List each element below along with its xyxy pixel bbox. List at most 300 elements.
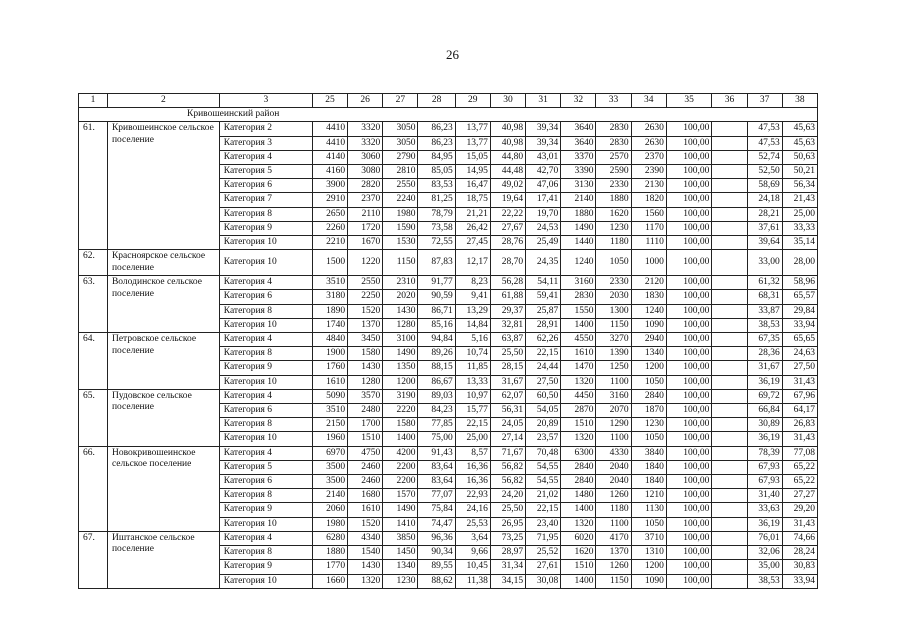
value-cell: 89,03 [418,389,455,403]
value-cell: 49,02 [490,179,525,193]
value-cell: 36,19 [747,375,782,389]
value-cell: 56,82 [490,475,525,489]
value-cell: 70,48 [526,446,561,460]
value-cell: 3,64 [455,531,490,545]
value-cell: 1150 [383,250,418,276]
value-cell: 3370 [561,150,596,164]
value-cell: 100,00 [666,221,712,235]
column-number: 38 [782,94,817,108]
column-number: 35 [666,94,712,108]
value-cell: 26,95 [490,517,525,531]
value-cell: 3050 [383,122,418,136]
value-cell [712,347,747,361]
value-cell: 1090 [631,574,666,588]
value-cell: 2840 [561,460,596,474]
value-cell: 1430 [348,560,383,574]
settlement-number: 62. [79,250,108,276]
value-cell: 1500 [312,250,347,276]
value-cell: 1240 [561,250,596,276]
value-cell: 1590 [383,221,418,235]
header-row [79,94,818,108]
column-number: 32 [561,94,596,108]
value-cell: 50,63 [782,150,817,164]
value-cell: 69,72 [747,389,782,403]
value-cell [712,290,747,304]
value-cell: 63,87 [490,333,525,347]
value-cell: 38,53 [747,318,782,332]
value-cell: 3320 [348,136,383,150]
value-cell [712,475,747,489]
value-cell: 33,87 [747,304,782,318]
value-cell: 1980 [383,207,418,221]
value-cell: 20,89 [526,418,561,432]
value-cell: 78,79 [418,207,455,221]
value-cell: 28,36 [747,347,782,361]
column-number: 1 [79,94,108,108]
value-cell: 1340 [383,560,418,574]
value-cell: 24,16 [455,503,490,517]
value-cell: 27,14 [490,432,525,446]
value-cell: 9,66 [455,546,490,560]
value-cell: 2060 [312,503,347,517]
category-cell: Категория 4 [219,389,312,403]
value-cell [712,531,747,545]
value-cell: 100,00 [666,165,712,179]
value-cell: 3130 [561,179,596,193]
value-cell: 4340 [348,531,383,545]
value-cell [712,517,747,531]
value-cell: 23,40 [526,517,561,531]
value-cell: 1740 [312,318,347,332]
value-cell: 2110 [348,207,383,221]
category-cell: Категория 8 [219,347,312,361]
value-cell: 100,00 [666,489,712,503]
value-cell: 86,23 [418,136,455,150]
settlement-name: Новокривошеинское сельское поселение [107,446,219,531]
settlement-name: Володинское сельское поселение [107,276,219,333]
category-cell: Категория 8 [219,304,312,318]
column-number: 37 [747,94,782,108]
value-cell [712,333,747,347]
value-cell: 28,21 [747,207,782,221]
value-cell: 33,94 [782,574,817,588]
category-cell: Категория 9 [219,560,312,574]
value-cell: 37,61 [747,221,782,235]
value-cell: 3270 [596,333,631,347]
value-cell: 1400 [561,574,596,588]
value-cell: 58,69 [747,179,782,193]
value-cell: 1210 [631,489,666,503]
value-cell: 1680 [348,489,383,503]
value-cell: 1890 [312,304,347,318]
value-cell: 100,00 [666,475,712,489]
value-cell: 47,06 [526,179,561,193]
value-cell: 1520 [348,517,383,531]
value-cell: 3190 [383,389,418,403]
value-cell: 25,52 [526,546,561,560]
value-cell: 72,55 [418,236,455,250]
value-cell: 4200 [383,446,418,460]
value-cell: 6300 [561,446,596,460]
value-cell: 2630 [631,136,666,150]
value-cell: 56,31 [490,404,525,418]
value-cell: 14,84 [455,318,490,332]
settlement-number: 65. [79,389,108,446]
value-cell: 35,14 [782,236,817,250]
value-cell: 3710 [631,531,666,545]
category-cell: Категория 9 [219,361,312,375]
value-cell: 24,18 [747,193,782,207]
value-cell: 56,82 [490,460,525,474]
value-cell [712,546,747,560]
value-cell: 100,00 [666,122,712,136]
value-cell: 1170 [631,221,666,235]
value-cell: 1320 [561,517,596,531]
value-cell: 24,53 [526,221,561,235]
value-cell: 1320 [561,375,596,389]
value-cell: 27,45 [455,236,490,250]
value-cell: 2260 [312,221,347,235]
value-cell: 1880 [596,193,631,207]
value-cell: 43,01 [526,150,561,164]
value-cell: 2550 [383,179,418,193]
value-cell: 2040 [596,475,631,489]
value-cell: 25,00 [455,432,490,446]
table-row [79,531,818,545]
value-cell: 2830 [561,290,596,304]
value-cell: 1280 [348,375,383,389]
value-cell: 1560 [631,207,666,221]
value-cell: 54,05 [526,404,561,418]
value-cell: 22,15 [455,418,490,432]
value-cell: 4450 [561,389,596,403]
value-cell: 2240 [383,193,418,207]
value-cell: 1280 [383,318,418,332]
value-cell: 24,05 [490,418,525,432]
value-cell: 35,00 [747,560,782,574]
value-cell: 26,42 [455,221,490,235]
value-cell: 100,00 [666,136,712,150]
value-cell: 3570 [348,389,383,403]
value-cell: 29,37 [490,304,525,318]
value-cell: 3180 [312,290,347,304]
category-cell: Категория 10 [219,432,312,446]
value-cell: 1370 [596,546,631,560]
value-cell: 10,74 [455,347,490,361]
value-cell: 45,63 [782,136,817,150]
value-cell: 1230 [631,418,666,432]
value-cell: 1090 [631,318,666,332]
value-cell: 1700 [348,418,383,432]
value-cell: 1880 [312,546,347,560]
value-cell: 4840 [312,333,347,347]
value-cell: 1880 [561,207,596,221]
value-cell: 6970 [312,446,347,460]
value-cell: 65,65 [782,333,817,347]
value-cell [712,207,747,221]
column-number: 30 [490,94,525,108]
value-cell: 1340 [631,347,666,361]
value-cell: 31,67 [747,361,782,375]
value-cell: 84,95 [418,150,455,164]
value-cell [712,150,747,164]
value-cell [712,122,747,136]
value-cell: 78,39 [747,446,782,460]
table-row [79,389,818,403]
value-cell: 28,70 [490,250,525,276]
value-cell: 2830 [596,122,631,136]
value-cell: 3450 [348,333,383,347]
value-cell: 2330 [596,179,631,193]
value-cell: 15,05 [455,150,490,164]
value-cell: 59,41 [526,290,561,304]
value-cell: 84,23 [418,404,455,418]
value-cell: 1130 [631,503,666,517]
value-cell: 100,00 [666,517,712,531]
value-cell: 60,50 [526,389,561,403]
page-number: 26 [446,47,459,62]
value-cell: 88,15 [418,361,455,375]
value-cell: 16,36 [455,460,490,474]
value-cell: 1320 [348,574,383,588]
table-row [79,276,818,290]
value-cell: 31,67 [490,375,525,389]
category-cell: Категория 10 [219,318,312,332]
value-cell: 58,96 [782,276,817,290]
value-cell: 15,77 [455,404,490,418]
value-cell: 75,84 [418,503,455,517]
value-cell: 1530 [383,236,418,250]
value-cell: 12,17 [455,250,490,276]
value-cell: 61,32 [747,276,782,290]
value-cell: 25,49 [526,236,561,250]
value-cell: 1050 [631,517,666,531]
value-cell: 24,20 [490,489,525,503]
value-cell: 1620 [561,546,596,560]
column-number: 2 [107,94,219,108]
value-cell: 4160 [312,165,347,179]
value-cell [712,165,747,179]
value-cell: 1200 [383,375,418,389]
value-cell: 100,00 [666,347,712,361]
value-cell: 77,08 [782,446,817,460]
value-cell: 3640 [561,122,596,136]
value-cell: 100,00 [666,361,712,375]
value-cell: 2460 [348,475,383,489]
value-cell: 1100 [596,432,631,446]
value-cell: 90,59 [418,290,455,304]
value-cell: 100,00 [666,446,712,460]
value-cell [712,361,747,375]
value-cell: 1510 [561,418,596,432]
value-cell: 1260 [596,560,631,574]
value-cell: 1100 [596,517,631,531]
value-cell: 1250 [596,361,631,375]
value-cell: 100,00 [666,531,712,545]
value-cell: 3510 [312,276,347,290]
value-cell: 100,00 [666,304,712,318]
value-cell: 3850 [383,531,418,545]
value-cell: 28,24 [782,546,817,560]
table-row [79,250,818,276]
value-cell: 22,93 [455,489,490,503]
category-cell: Категория 10 [219,236,312,250]
value-cell: 33,33 [782,221,817,235]
value-cell [712,221,747,235]
column-number: 27 [383,94,418,108]
value-cell: 1370 [348,318,383,332]
value-cell: 77,85 [418,418,455,432]
value-cell: 1510 [561,560,596,574]
value-cell [712,276,747,290]
value-cell: 67,35 [747,333,782,347]
value-cell: 77,07 [418,489,455,503]
value-cell: 100,00 [666,276,712,290]
settlement-name: Иштанское сельское поселение [107,531,219,588]
value-cell: 1820 [631,193,666,207]
value-cell: 22,15 [526,347,561,361]
value-cell: 1660 [312,574,347,588]
value-cell: 1150 [596,574,631,588]
value-cell: 1050 [596,250,631,276]
value-cell: 2590 [596,165,631,179]
value-cell: 100,00 [666,375,712,389]
value-cell: 1520 [348,304,383,318]
value-cell: 1230 [383,574,418,588]
value-cell: 1200 [631,560,666,574]
value-cell: 100,00 [666,460,712,474]
district-name: Кривошеинский район [79,108,818,122]
value-cell: 2650 [312,207,347,221]
value-cell: 6020 [561,531,596,545]
value-cell: 1050 [631,432,666,446]
value-cell: 1490 [383,347,418,361]
value-cell: 22,22 [490,207,525,221]
value-cell: 3100 [383,333,418,347]
value-cell: 1320 [561,432,596,446]
value-cell: 21,02 [526,489,561,503]
category-cell: Категория 4 [219,276,312,290]
value-cell: 39,34 [526,136,561,150]
value-cell: 2810 [383,165,418,179]
value-cell: 74,47 [418,517,455,531]
value-cell: 1050 [631,375,666,389]
value-cell [712,236,747,250]
value-cell: 61,88 [490,290,525,304]
value-cell: 67,96 [782,389,817,403]
value-cell: 28,15 [490,361,525,375]
value-cell: 85,16 [418,318,455,332]
value-cell: 1980 [312,517,347,531]
value-cell: 39,64 [747,236,782,250]
value-cell: 2140 [312,489,347,503]
value-cell: 1900 [312,347,347,361]
value-cell [712,418,747,432]
value-cell: 3390 [561,165,596,179]
value-cell: 21,43 [782,193,817,207]
value-cell: 16,47 [455,179,490,193]
category-cell: Категория 9 [219,503,312,517]
value-cell: 1000 [631,250,666,276]
value-cell: 68,31 [747,290,782,304]
value-cell: 73,25 [490,531,525,545]
value-cell [712,446,747,460]
value-cell: 31,34 [490,560,525,574]
value-cell: 2040 [596,460,631,474]
value-cell: 36,19 [747,517,782,531]
column-number: 3 [219,94,312,108]
category-cell: Категория 8 [219,489,312,503]
value-cell: 25,53 [455,517,490,531]
value-cell: 27,27 [782,489,817,503]
value-cell: 71,67 [490,446,525,460]
value-cell: 2840 [561,475,596,489]
value-cell: 1550 [561,304,596,318]
value-cell: 3500 [312,460,347,474]
category-cell: Категория 4 [219,446,312,460]
value-cell: 2370 [631,150,666,164]
value-cell: 96,36 [418,531,455,545]
value-cell: 1100 [596,375,631,389]
value-cell: 45,63 [782,122,817,136]
value-cell: 25,50 [490,347,525,361]
category-cell: Категория 10 [219,250,312,276]
value-cell: 100,00 [666,560,712,574]
settlement-name: Красноярское сельское поселение [107,250,219,276]
value-cell: 1840 [631,475,666,489]
value-cell [712,560,747,574]
value-cell: 100,00 [666,250,712,276]
value-cell [712,136,747,150]
value-cell: 100,00 [666,207,712,221]
value-cell: 2310 [383,276,418,290]
value-cell: 28,00 [782,250,817,276]
value-cell: 1760 [312,361,347,375]
value-cell: 36,19 [747,432,782,446]
value-cell: 28,97 [490,546,525,560]
value-cell: 2910 [312,193,347,207]
value-cell: 2250 [348,290,383,304]
value-cell: 28,76 [490,236,525,250]
value-cell: 2390 [631,165,666,179]
value-cell: 2020 [383,290,418,304]
value-cell: 65,57 [782,290,817,304]
value-cell: 13,29 [455,304,490,318]
value-cell: 54,55 [526,460,561,474]
settlement-number: 63. [79,276,108,333]
value-cell: 18,75 [455,193,490,207]
value-cell: 1110 [631,236,666,250]
data-table [78,93,818,589]
value-cell: 3160 [561,276,596,290]
value-cell: 30,89 [747,418,782,432]
value-cell: 22,15 [526,503,561,517]
value-cell: 1580 [348,347,383,361]
value-cell [712,318,747,332]
value-cell: 1200 [631,361,666,375]
value-cell: 64,17 [782,404,817,418]
value-cell: 33,00 [747,250,782,276]
category-cell: Категория 10 [219,375,312,389]
value-cell: 1840 [631,460,666,474]
value-cell: 24,63 [782,347,817,361]
value-cell: 24,44 [526,361,561,375]
column-number: 28 [418,94,455,108]
value-cell: 2030 [596,290,631,304]
value-cell: 31,40 [747,489,782,503]
value-cell: 1490 [561,221,596,235]
value-cell: 25,00 [782,207,817,221]
